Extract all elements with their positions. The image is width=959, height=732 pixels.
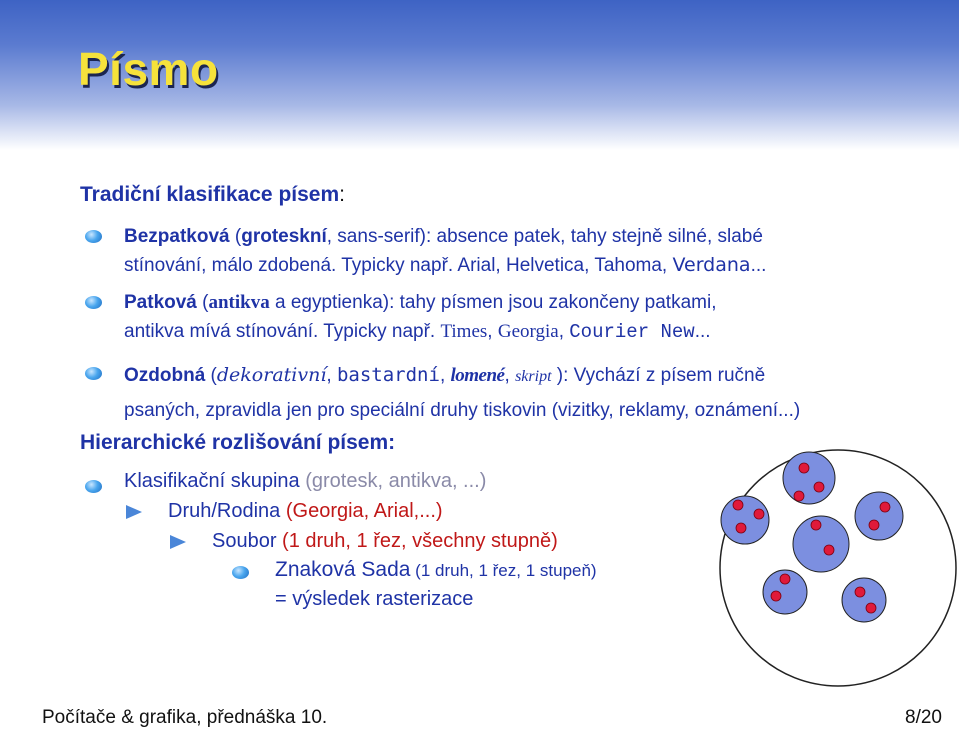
text-segment: ( <box>196 292 209 313</box>
text-segment: , sans-serif): absence patek, tahy stejně silné, slabé <box>326 226 763 247</box>
heading-colon: : <box>339 183 345 206</box>
text-segment: , <box>558 321 570 342</box>
rasterization-result-text: = výsledek rasterizace <box>275 588 474 610</box>
font-sample-bastardni: bastardní <box>336 364 440 386</box>
text-segment: stínování, málo zdobená. Typicky např. Arial, Helvetica, Tahoma, <box>124 255 673 276</box>
text-segment: ... <box>694 321 711 342</box>
list-item-decorative <box>124 358 800 428</box>
list-item-line <box>124 251 766 280</box>
list-item-line <box>124 394 800 428</box>
blue-ball-bullet-icon <box>85 367 102 380</box>
hierarchy-level-family <box>168 500 443 523</box>
font-sample-times: Times <box>440 321 488 342</box>
blue-triangle-bullet-icon <box>170 535 186 549</box>
blue-ball-bullet-icon <box>85 230 102 243</box>
text-segment: psaných, zpravidla jen pro speciální druhy tiskovin (vizitky, reklamy, oznámení...) <box>124 400 801 421</box>
text-segment: ( <box>229 226 242 247</box>
group-circle <box>855 492 903 540</box>
text-segment: ( <box>205 365 217 386</box>
hierarchy-level-classification-group <box>124 470 486 493</box>
list-item-line <box>124 222 766 251</box>
nested-circles-diagram <box>713 446 959 688</box>
hierarchy-label: Znaková Sada <box>275 558 411 581</box>
text-segment: , <box>487 321 498 342</box>
list-item-line <box>124 288 716 317</box>
term-antikva: antikva <box>208 292 270 313</box>
hierarchy-example: (1 druh, 1 řez, všechny stupně) <box>276 530 558 552</box>
blue-triangle-bullet-icon <box>126 505 142 519</box>
blue-ball-bullet-icon <box>85 480 102 493</box>
text-segment: antikva mívá stínování. Typicky např. <box>124 321 441 342</box>
hierarchy-label: Soubor <box>212 530 277 552</box>
list-item-line <box>124 358 800 394</box>
text-segment: , <box>326 365 337 386</box>
text-segment: a egyptienka): tahy písmen jsou zakončeny patkami, <box>269 292 717 313</box>
group-circle <box>721 496 769 544</box>
hierarchy-label: Klasifikační skupina <box>124 470 300 492</box>
footer-course-title: Počítače & grafika, přednáška 10. <box>42 707 328 728</box>
list-item-line <box>124 317 716 347</box>
section-heading-hierarchical: Hierarchické rozlišování písem: <box>80 431 396 454</box>
group-circle <box>783 452 835 504</box>
hierarchy-example: (Georgia, Arial,...) <box>280 500 443 522</box>
font-sample-georgia: Georgia <box>497 321 559 342</box>
text-segment: , <box>504 365 516 386</box>
term-sans-serif: Bezpatková <box>124 226 230 247</box>
hierarchy-label: Druh/Rodina <box>168 500 281 522</box>
text-segment: ... <box>750 255 767 276</box>
blue-ball-bullet-icon <box>232 566 249 579</box>
section-heading-traditional <box>80 183 345 207</box>
blue-ball-bullet-icon <box>85 296 102 309</box>
font-sample-skript: skript <box>515 368 552 385</box>
list-item-serif <box>124 288 716 347</box>
font-sample-verdana: Verdana <box>672 254 751 276</box>
term-serif: Patková <box>124 292 197 313</box>
text-segment: ): Vychází z písem ručně <box>551 365 766 386</box>
hierarchy-example: (1 druh, 1 řez, 1 stupeň) <box>410 561 597 580</box>
term-grotesk: groteskní <box>241 226 327 247</box>
font-sample-lomene: lomené <box>450 365 505 386</box>
outer-circle <box>720 450 956 686</box>
term-decorative: Ozdobná <box>124 365 206 386</box>
hierarchy-example: (grotesk, antikva, ...) <box>299 470 487 492</box>
section-heading-traditional-text: Tradiční klasifikace písem <box>80 183 340 206</box>
text-segment: , <box>439 365 451 386</box>
font-sample-courier: Courier New <box>569 321 695 343</box>
hierarchy-level-font-set <box>212 530 558 553</box>
slide-title: Písmo <box>78 43 219 95</box>
group-circle <box>842 578 886 622</box>
font-sample-dekorativni: dekorativní <box>216 364 327 386</box>
hierarchy-level-character-set <box>275 558 597 582</box>
page-number: 8/20 <box>905 707 942 728</box>
list-item-sans-serif <box>124 222 766 280</box>
